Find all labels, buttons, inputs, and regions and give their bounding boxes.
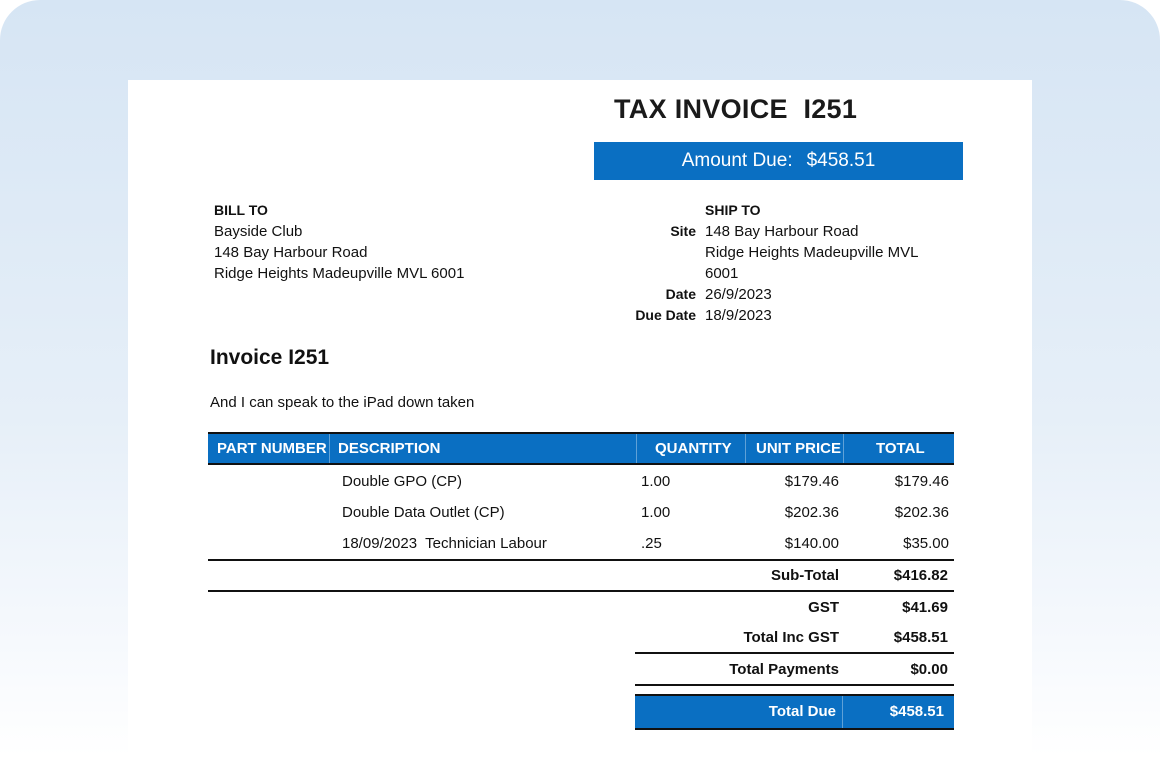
total-due-bar: [635, 694, 954, 730]
gst-label: GST: [808, 599, 839, 616]
row-description: Double Data Outlet (CP): [342, 504, 505, 521]
bill-to-heading: BILL TO: [214, 202, 268, 218]
total-due-divider: [842, 696, 843, 728]
title-number: I251: [803, 94, 858, 124]
date-value: 26/9/2023: [705, 286, 772, 303]
row-quantity: 1.00: [641, 504, 671, 521]
ship-to-block: [608, 200, 935, 326]
bill-to-block: [214, 200, 464, 284]
bill-to-name: Bayside Club: [214, 223, 303, 240]
invoice-note: And I can speak to the iPad down taken: [210, 394, 475, 411]
total-due-label: Total Due: [768, 703, 836, 720]
row-description: 18/09/2023 Technician Labour: [342, 535, 547, 552]
total-inc-gst-value: $458.51: [893, 629, 948, 646]
site-line2: Ridge Heights Madeupville MVL: [705, 244, 919, 261]
total-inc-gst-label: Total Inc GST: [743, 629, 839, 646]
payments-label: Total Payments: [729, 661, 839, 678]
table-row: [208, 466, 954, 497]
bill-to-line1: 148 Bay Harbour Road: [214, 244, 368, 261]
row-quantity: 1.00: [641, 473, 671, 490]
due-date-label: Due Date: [635, 307, 696, 323]
header-description: DESCRIPTION: [338, 440, 441, 457]
site-line3: 6001: [705, 265, 739, 282]
header-quantity: QUANTITY: [655, 440, 732, 457]
subtotal-rule: [208, 590, 954, 592]
header-divider: [636, 434, 637, 463]
table-bottom-rule: [208, 559, 954, 561]
invoice-heading: Invoice I251: [210, 346, 330, 369]
header-part-number: PART NUMBER: [217, 440, 327, 457]
total-inc-rule: [635, 652, 954, 654]
header-unit-price: UNIT PRICE: [756, 440, 842, 457]
subtotal-label: Sub-Total: [770, 567, 839, 584]
table-row: [208, 497, 954, 528]
row-unit-price: $179.46: [784, 473, 839, 490]
row-unit-price: $202.36: [784, 504, 839, 521]
site-label: Site: [670, 223, 696, 239]
row-total: $179.46: [894, 473, 949, 490]
table-row: [208, 528, 954, 559]
row-description: Double GPO (CP): [342, 473, 463, 490]
header-divider: [843, 434, 844, 463]
site-line1: 148 Bay Harbour Road: [705, 223, 859, 240]
bill-to-line2: Ridge Heights Madeupville MVL 6001: [214, 265, 465, 282]
row-total: $202.36: [894, 504, 949, 521]
row-quantity: .25: [641, 535, 662, 552]
table-header: [208, 432, 954, 465]
subtotal-value: $416.82: [893, 567, 948, 584]
ship-to-heading: SHIP TO: [705, 202, 761, 218]
invoice-title: [614, 94, 857, 125]
invoice-page: [128, 80, 1032, 757]
payments-value: $0.00: [910, 661, 948, 678]
row-unit-price: $140.00: [784, 535, 839, 552]
amount-due-banner: [594, 142, 963, 180]
title-label: TAX INVOICE: [614, 94, 788, 124]
row-total: $35.00: [903, 535, 949, 552]
header-divider: [745, 434, 746, 463]
payments-rule: [635, 684, 954, 686]
header-total: TOTAL: [876, 440, 925, 457]
amount-due-value: $458.51: [806, 150, 876, 171]
header-divider: [329, 434, 330, 463]
gst-value: $41.69: [902, 599, 948, 616]
amount-due-label: Amount Due:: [681, 150, 793, 171]
total-due-value: $458.51: [889, 703, 944, 720]
date-label: Date: [665, 286, 696, 302]
due-date-value: 18/9/2023: [705, 307, 772, 324]
